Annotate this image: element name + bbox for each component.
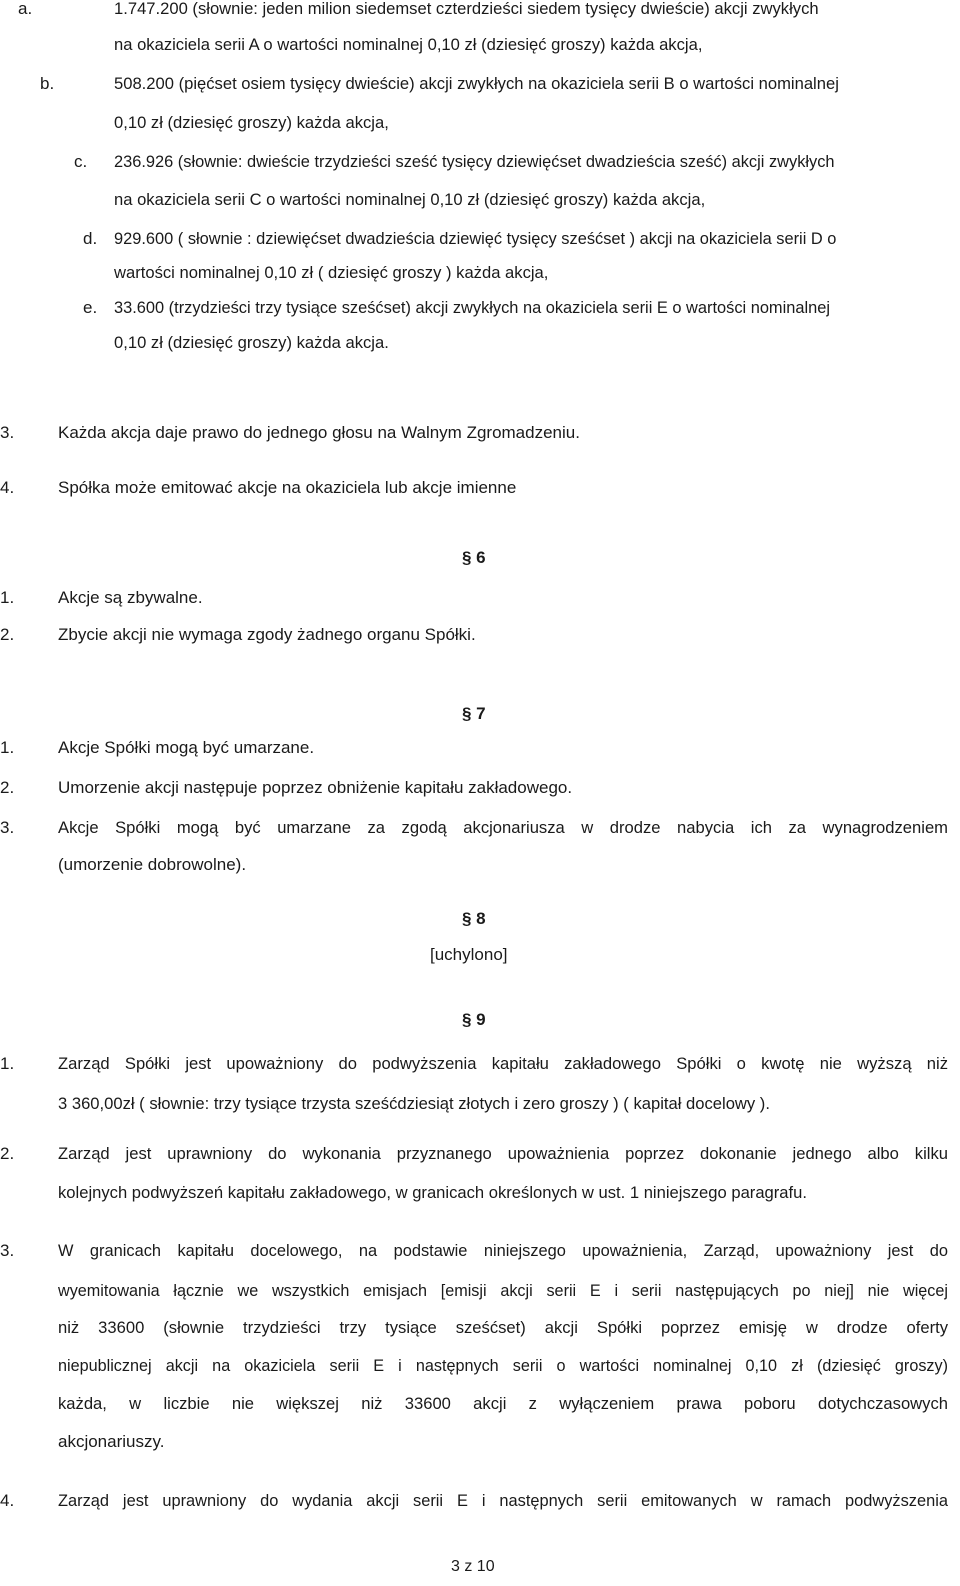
list-item-a-line1: 1.747.200 (słownie: jeden milion siedemset czterdzieści siedem tysięcy dwieście) akcji zwykłych	[114, 0, 819, 18]
list-label-a: a.	[18, 0, 33, 18]
section-9-item-text-cont: niż 33600 (słownie trzydzieści trzy tysiące sześćset) akcji Spółki poprzez emisję w drodze oferty	[58, 1318, 948, 1337]
list-item-e-line1: 33.600 (trzydzieści trzy tysiące sześćset) akcji zwykłych na okaziciela serii E o wartości nominalnej	[114, 299, 830, 317]
list-item-b-line2: 0,10 zł (dziesięć groszy) każda akcja,	[114, 113, 389, 132]
section-7-item-text: Akcje Spółki mogą być umarzane.	[58, 738, 315, 757]
section-9-item-text-cont: akcjonariuszy.	[58, 1432, 165, 1451]
section-9-item-text: Zarząd jest uprawniony do wykonania przyznanego upoważnienia poprzez dokonanie jednego albo kilku	[58, 1144, 948, 1163]
list-item-c-line2: na okaziciela serii C o wartości nominalnej 0,10 zł (dziesięć groszy) każda akcja,	[114, 190, 706, 209]
list-item-b-line1: 508.200 (pięćset osiem tysięcy dwieście) akcji zwykłych na okaziciela serii B o wartości nominalnej	[114, 74, 839, 93]
point-number: 3.	[0, 423, 15, 442]
section-9-item-number: 3.	[0, 1241, 15, 1260]
section-9-heading: § 9	[462, 1010, 486, 1029]
section-8-heading: § 8	[462, 909, 486, 928]
section-9-item-text-cont: każda, w liczbie nie większej niż 33600 akcji z wyłączeniem prawa poboru dotychczasowych	[58, 1394, 948, 1413]
section-9-item-text-cont: niepublicznej akcji na okaziciela serii E i następnych serii o wartości nominalnej 0,10 zł (dziesięć groszy)	[58, 1357, 948, 1375]
section-7-heading: § 7	[462, 704, 486, 723]
section-7-item-number: 1.	[0, 738, 15, 757]
section-7-item-text: Akcje Spółki mogą być umarzane za zgodą akcjonariusza w drodze nabycia ich za wynagrodzeniem	[58, 818, 948, 837]
section-9-item-text-cont: kolejnych podwyższeń kapitału zakładowego, w granicach określonych w ust. 1 niniejszego paragrafu.	[58, 1183, 807, 1202]
section-6-item-text: Akcje są zbywalne.	[58, 588, 203, 607]
section-6-item-text: Zbycie akcji nie wymaga zgody żadnego organu Spółki.	[58, 625, 476, 644]
list-item-d-line2: wartości nominalnej 0,10 zł ( dziesięć groszy ) każda akcja,	[114, 263, 549, 282]
list-label-b: b.	[40, 74, 55, 93]
list-label-c: c.	[74, 152, 88, 171]
page-number: 3 z 10	[451, 1558, 495, 1575]
section-6-item-number: 1.	[0, 588, 15, 607]
section-7-item-number: 2.	[0, 778, 15, 797]
point-text: Każda akcja daje prawo do jednego głosu na Walnym Zgromadzeniu.	[58, 423, 580, 442]
section-9-item-number: 1.	[0, 1054, 15, 1073]
section-7-item-number: 3.	[0, 818, 15, 837]
section-8-note: [uchylono]	[430, 945, 508, 964]
section-9-item-text-cont: 3 360,00zł ( słownie: trzy tysiące trzysta sześćdziesiąt złotych i zero groszy ) ( kapitał docelowy ).	[58, 1094, 770, 1113]
list-item-e-line2: 0,10 zł (dziesięć groszy) każda akcja.	[114, 333, 389, 352]
list-item-c-line1: 236.926 (słownie: dwieście trzydzieści sześć tysięcy dziewięćset dwadzieścia sześć) akcji zwykłych	[114, 153, 835, 171]
list-label-e: e.	[83, 298, 98, 317]
section-9-item-text: Zarząd jest uprawniony do wydania akcji serii E i następnych serii emitowanych w ramach podwyższenia	[58, 1492, 948, 1510]
section-9-item-text: W granicach kapitału docelowego, na podstawie niniejszego upoważnienia, Zarząd, upoważniony jest do	[58, 1242, 948, 1260]
section-9-item-number: 2.	[0, 1144, 15, 1163]
section-7-item-text-cont: (umorzenie dobrowolne).	[58, 855, 247, 874]
list-item-a-line2: na okaziciela serii A o wartości nominalnej 0,10 zł (dziesięć groszy) każda akcja,	[114, 35, 703, 54]
list-label-d: d.	[83, 229, 98, 248]
section-6-heading: § 6	[462, 548, 486, 567]
section-9-item-number: 4.	[0, 1491, 15, 1510]
section-9-item-text-cont: wyemitowania łącznie we wszystkich emisjach [emisji akcji serii E i serii następujących po niej] nie więcej	[58, 1282, 948, 1300]
point-text: Spółka może emitować akcje na okaziciela lub akcje imienne	[58, 478, 517, 497]
section-7-item-text: Umorzenie akcji następuje poprzez obniżenie kapitału zakładowego.	[58, 778, 573, 797]
list-item-d-line1: 929.600 ( słownie : dziewięćset dwadzieścia dziewięć tysięcy sześćset ) akcji na okaziciela serii D o	[114, 230, 837, 248]
section-9-item-text: Zarząd Spółki jest upoważniony do podwyższenia kapitału zakładowego Spółki o kwotę nie wyższą niż	[58, 1054, 948, 1073]
section-6-item-number: 2.	[0, 625, 15, 644]
point-number: 4.	[0, 478, 15, 497]
